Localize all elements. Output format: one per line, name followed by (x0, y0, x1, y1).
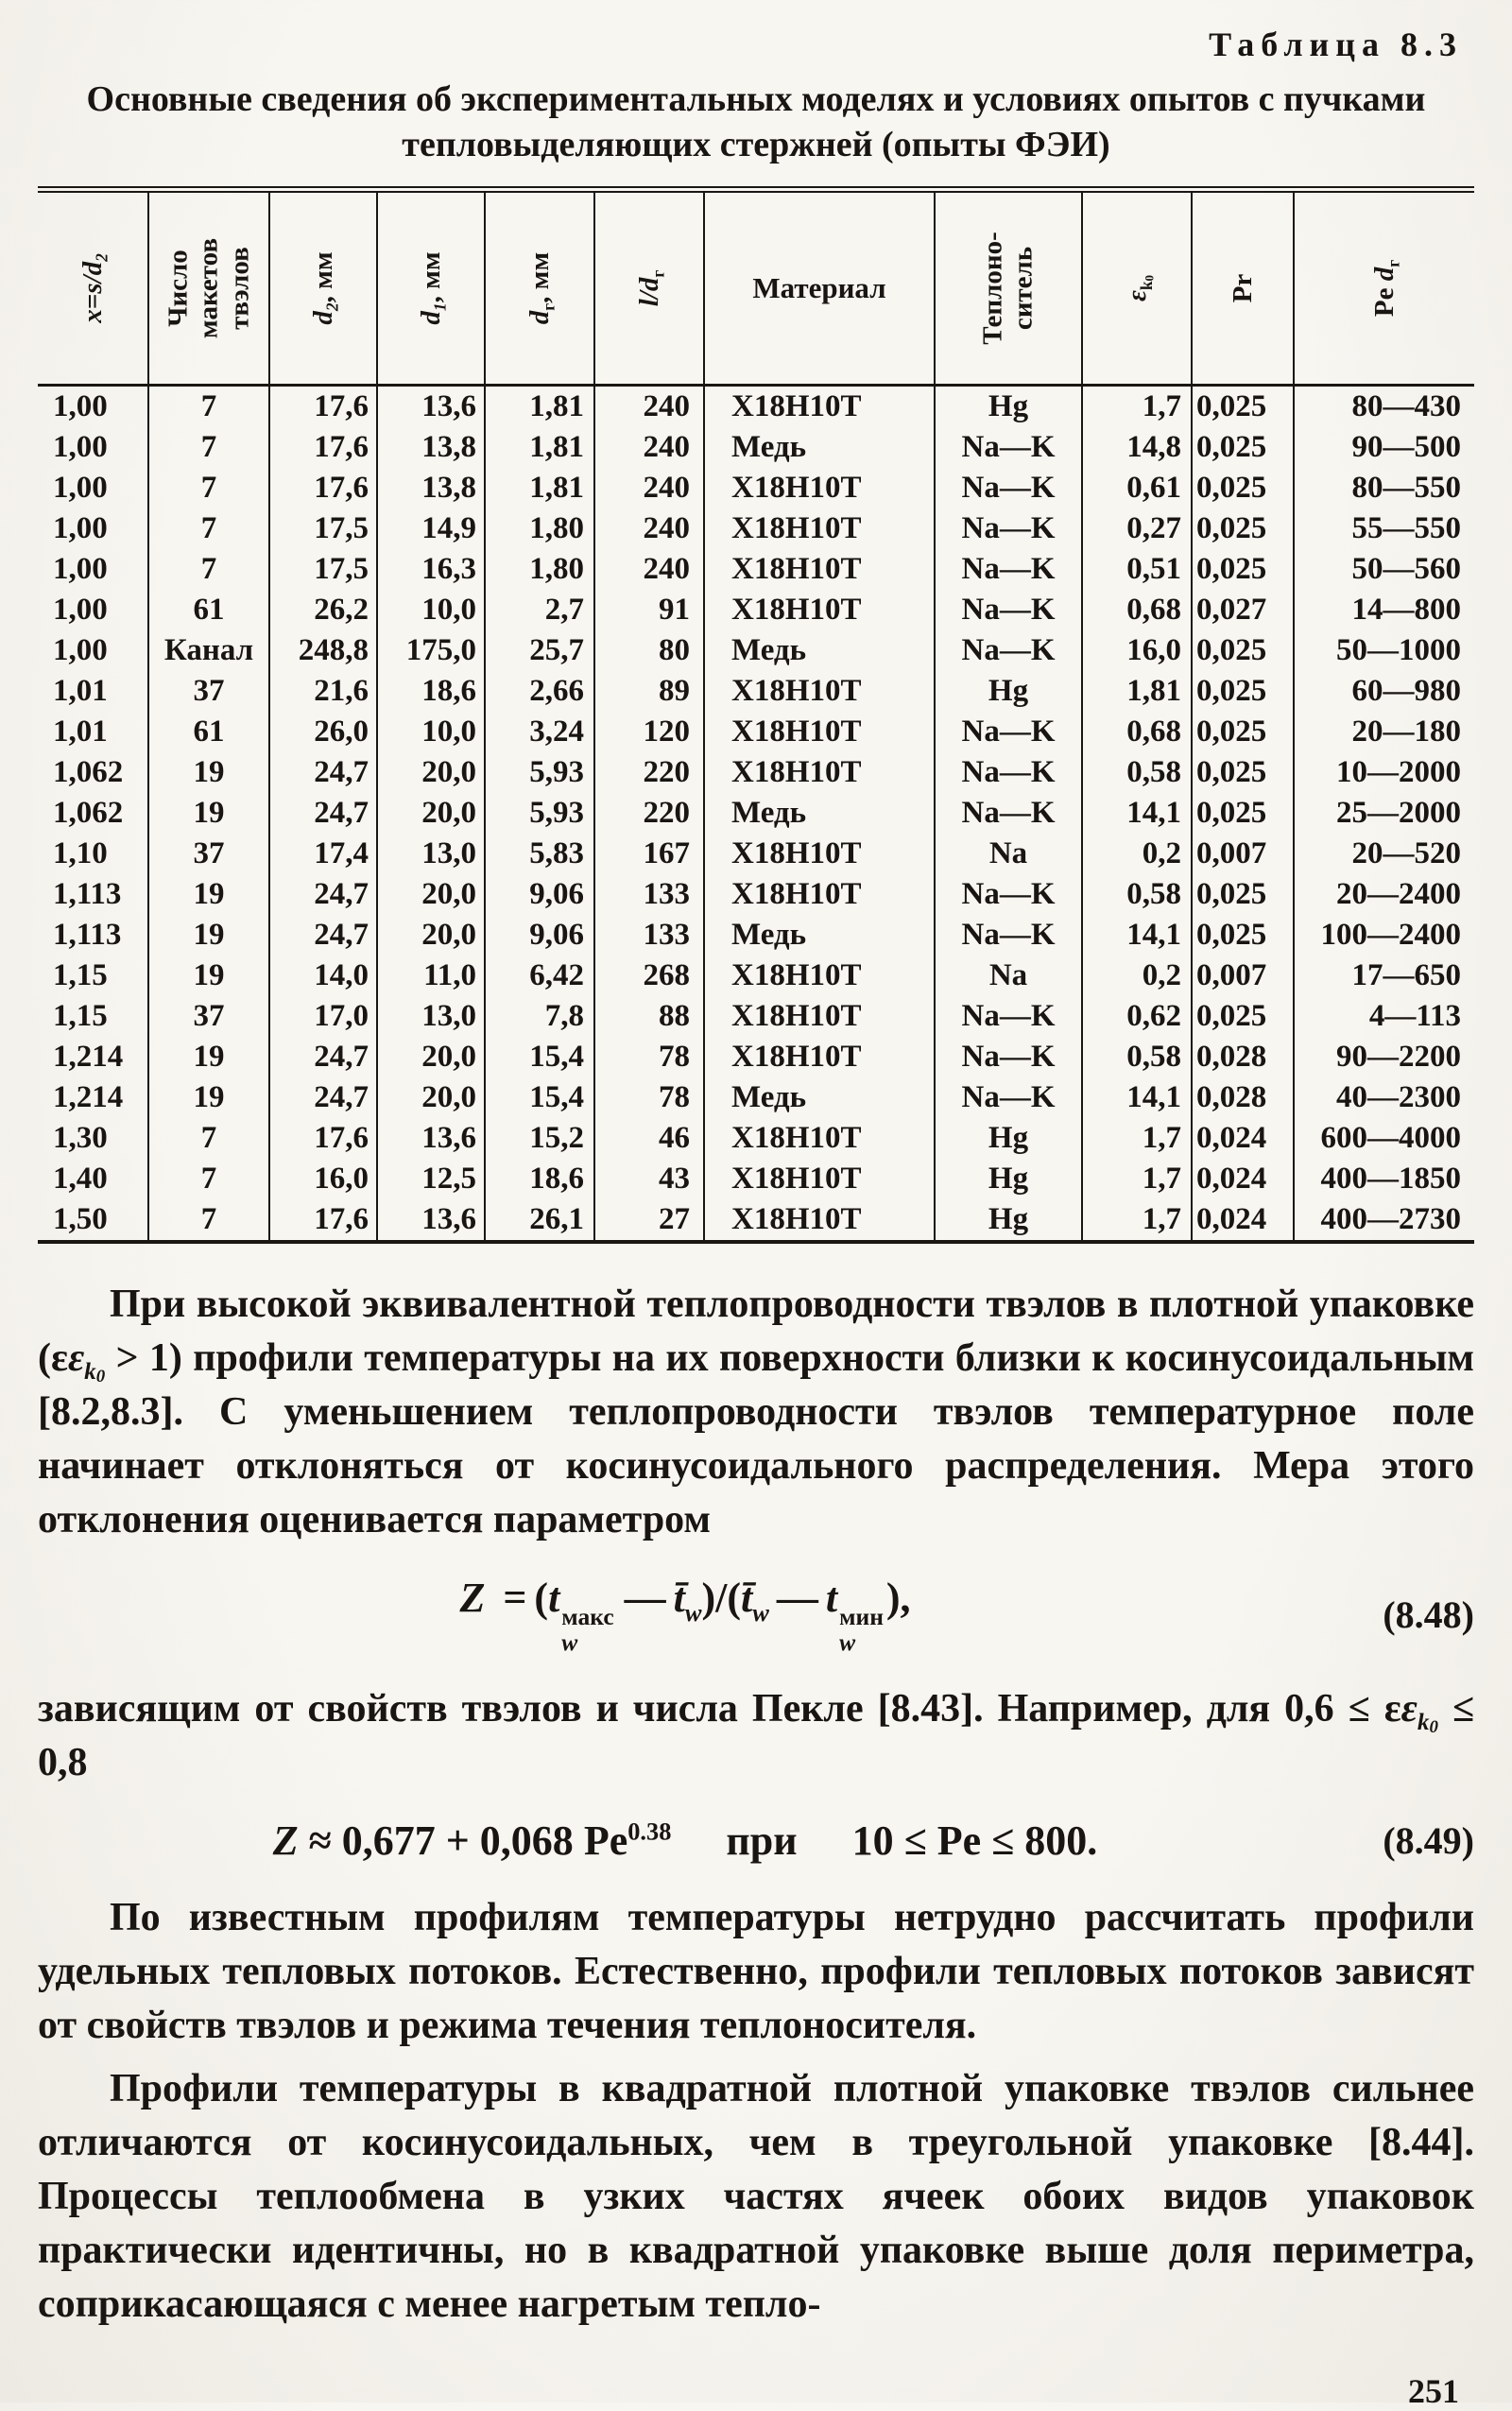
equation-8-49-body: Z ≈ 0,677 + 0,068 $Pe^{0.38}$ при 10 ≤ Pe ≤ 800. (272, 1816, 1098, 1864)
table-cell: 7 (148, 508, 269, 549)
table-cell: 90—2200 (1294, 1037, 1474, 1077)
table-cell: 0,025 (1192, 996, 1294, 1037)
data-table (38, 186, 1474, 1244)
table-cell: 1,00 (53, 471, 108, 505)
col-header-pr: Pr (1192, 190, 1294, 386)
table-cell: 80 (594, 630, 704, 671)
table-cell: 26,0 (269, 712, 377, 752)
table-cell: 78 (594, 1077, 704, 1118)
table-cell: Na—K (935, 468, 1082, 508)
page-number: 251 (1408, 2371, 1459, 2410)
table-cell: 19 (148, 752, 269, 793)
table-cell: 0,58 (1082, 1037, 1192, 1077)
table-cell: 0,27 (1082, 508, 1192, 549)
table-cell: 27 (594, 1199, 704, 1242)
table-cell: 61 (148, 590, 269, 630)
table-cell: 248,8 (269, 630, 377, 671)
table-cell: 167 (594, 834, 704, 874)
table-cell: 9,06 (485, 915, 594, 956)
table-cell: 1,113 (53, 918, 122, 952)
table-cell: 0,028 (1192, 1037, 1294, 1077)
table-cell: Na—K (935, 874, 1082, 915)
table-cell: 2,7 (485, 590, 594, 630)
table-cell: 175,0 (377, 630, 485, 671)
table-cell: 0,025 (1192, 468, 1294, 508)
table-cell: 1,062 (53, 755, 124, 789)
table-cell: 1,81 (485, 427, 594, 468)
table-cell: 0,024 (1192, 1199, 1294, 1242)
table-cell: Х18Н10Т (704, 996, 935, 1037)
table-cell: 18,6 (377, 671, 485, 712)
table-cell: Х18Н10Т (704, 549, 935, 590)
table-cell: 1,113 (53, 877, 122, 911)
equation-8-48-number: (8.48) (1383, 1593, 1474, 1636)
table-cell: 1,00 (53, 552, 108, 586)
table-cell: 0,62 (1082, 996, 1192, 1037)
table-cell: 600—4000 (1294, 1118, 1474, 1159)
table-row (38, 386, 1474, 428)
table-cell: 17,6 (269, 1118, 377, 1159)
table-cell: Канал (148, 630, 269, 671)
table-cell: Х18Н10Т (704, 508, 935, 549)
table-cell: 0,68 (1082, 712, 1192, 752)
table-cell: 40—2300 (1294, 1077, 1474, 1118)
table-cell: 14,1 (1082, 915, 1192, 956)
table-cell: 0,024 (1192, 1118, 1294, 1159)
table-cell: Х18Н10Т (704, 1118, 935, 1159)
table-cell: 24,7 (269, 1077, 377, 1118)
table-row (38, 956, 1474, 996)
table-cell: 19 (148, 874, 269, 915)
table-cell: 7 (148, 427, 269, 468)
table-cell: 16,0 (1082, 630, 1192, 671)
table-cell: 20,0 (377, 1037, 485, 1077)
table-cell: 19 (148, 1077, 269, 1118)
book-page (38, 25, 1474, 2411)
table-cell: 1,50 (53, 1202, 108, 1236)
table-cell: 5,93 (485, 793, 594, 834)
table-cell: 1,40 (53, 1162, 108, 1196)
table-cell: 400—2730 (1294, 1199, 1474, 1242)
table-cell: 18,6 (485, 1159, 594, 1199)
table-cell: 4—113 (1294, 996, 1474, 1037)
col-header-count: Число макетов твэлов (148, 190, 269, 386)
table-cell: 24,7 (269, 915, 377, 956)
table-cell: 24,7 (269, 874, 377, 915)
table-row (38, 793, 1474, 834)
table-cell: 25,7 (485, 630, 594, 671)
table-label: Таблица 8.3 (1209, 26, 1463, 63)
table-cell: Х18Н10Т (704, 671, 935, 712)
table-cell: 80—550 (1294, 468, 1474, 508)
paragraph-1: При высокой эквивалентной теплопроводности твэлов в плотной упаковке $(\varepsilon\varepsilon_{k0} > 1)$ профили температуры на их поверхности близки к косинусоидальным [8.2,8.3]. С уменьшением теплопроводности твэлов температурное поле начинает отклоняться от косинусоидального распределения. Мера этого отклонения оценивается параметром (38, 1283, 1474, 1541)
epsilon-k0-symbol: $\varepsilon_{k0}$ (1400, 1686, 1438, 1737)
table-cell: 15,4 (485, 1037, 594, 1077)
table-cell: 0,025 (1192, 874, 1294, 915)
table-cell: 7 (148, 1159, 269, 1199)
table-cell: 37 (148, 671, 269, 712)
col-header-material: Материал (704, 190, 935, 386)
table-cell: Hg (935, 1159, 1082, 1199)
table-row (38, 549, 1474, 590)
table-cell: Hg (935, 386, 1082, 428)
table-cell: 17,4 (269, 834, 377, 874)
table-cell: 0,027 (1192, 590, 1294, 630)
table-cell: 240 (594, 386, 704, 428)
table-cell: 0,025 (1192, 671, 1294, 712)
table-cell: 14,1 (1082, 793, 1192, 834)
table-cell: 17,5 (269, 508, 377, 549)
table-cell: Na—K (935, 508, 1082, 549)
table-body (38, 386, 1474, 1243)
table-cell: Hg (935, 1199, 1082, 1242)
table-cell: 0,025 (1192, 508, 1294, 549)
table-row (38, 1159, 1474, 1199)
table-cell: 0,2 (1082, 956, 1192, 996)
col-header-x: $x=s/d_2$ (38, 190, 148, 386)
table-cell: 0,025 (1192, 752, 1294, 793)
table-cell: 1,214 (53, 1040, 124, 1074)
table-cell: 13,6 (377, 386, 485, 428)
table-cell: 240 (594, 549, 704, 590)
table-cell: 220 (594, 752, 704, 793)
table-cell: 13,8 (377, 468, 485, 508)
table-cell: 14—800 (1294, 590, 1474, 630)
col-header-d2: $d_2$, мм (269, 190, 377, 386)
table-cell: 0,58 (1082, 752, 1192, 793)
equation-8-49 (38, 1817, 1474, 1865)
table-cell: Х18Н10Т (704, 1037, 935, 1077)
epsilon-k0-symbol: $\varepsilon_{k0}$ (67, 1336, 106, 1387)
table-cell: 91 (594, 590, 704, 630)
table-cell: 240 (594, 427, 704, 468)
table-cell: 0,51 (1082, 549, 1192, 590)
table-cell: 14,9 (377, 508, 485, 549)
table-cell: 240 (594, 468, 704, 508)
table-cell: 1,7 (1082, 1118, 1192, 1159)
table-cell: Na (935, 834, 1082, 874)
table-row (38, 508, 1474, 549)
table-cell: Na—K (935, 549, 1082, 590)
table-cell: 24,7 (269, 793, 377, 834)
table-cell: 13,6 (377, 1118, 485, 1159)
table-row (38, 874, 1474, 915)
table-cell: 0,68 (1082, 590, 1192, 630)
table-cell: 88 (594, 996, 704, 1037)
table-cell: 1,15 (53, 958, 108, 992)
table-cell: Na—K (935, 915, 1082, 956)
table-cell: 0,025 (1192, 915, 1294, 956)
table-cell: Na—K (935, 996, 1082, 1037)
table-cell: 13,0 (377, 834, 485, 874)
col-header-eps: $\varepsilon_{k0}$ (1082, 190, 1192, 386)
table-cell: 14,0 (269, 956, 377, 996)
table-cell: 26,2 (269, 590, 377, 630)
table-cell: 15,4 (485, 1077, 594, 1118)
table-cell: 7 (148, 549, 269, 590)
table-cell: 1,80 (485, 549, 594, 590)
table-cell: 120 (594, 712, 704, 752)
table-row (38, 996, 1474, 1037)
table-cell: Na—K (935, 590, 1082, 630)
table-row (38, 590, 1474, 630)
table-cell: Na—K (935, 1037, 1082, 1077)
table-cell: 50—1000 (1294, 630, 1474, 671)
table-cell: 21,6 (269, 671, 377, 712)
table-cell: 1,00 (53, 389, 108, 423)
table-cell: 133 (594, 915, 704, 956)
table-cell: 1,00 (53, 511, 108, 545)
table-cell: 400—1850 (1294, 1159, 1474, 1199)
paragraph-4: Профили температуры в квадратной плотной упаковке твэлов сильнее отличаются от косинусоидальных, чем в треугольной упаковке [8.44]. Процессы теплообмена в узких частях ячеек обоих видов упаковок практически идентичны, но в квадратной упаковке выше доля периметра, соприкасающаяся с менее нагретым тепло- (38, 2066, 1474, 2326)
table-row (38, 1118, 1474, 1159)
table-cell: 37 (148, 996, 269, 1037)
table-cell: Х18Н10Т (704, 590, 935, 630)
table-row (38, 468, 1474, 508)
table-cell: 7 (148, 1199, 269, 1242)
table-cell: 37 (148, 834, 269, 874)
table-cell: 5,93 (485, 752, 594, 793)
table-cell: 20—2400 (1294, 874, 1474, 915)
table-cell: 20,0 (377, 874, 485, 915)
table-cell: 0,61 (1082, 468, 1192, 508)
table-cell: Na—K (935, 712, 1082, 752)
table-cell: 17,6 (269, 386, 377, 428)
table-cell: 1,7 (1082, 386, 1192, 428)
paragraph-2: зависящим от свойств твэлов и числа Пекле [8.43]. Например, для $0,6 \le \varepsilon\varepsilon_{k0} \le 0,8$ (38, 1686, 1474, 1784)
table-cell: 17,6 (269, 1199, 377, 1242)
table-cell: Медь (704, 793, 935, 834)
table-cell: 7,8 (485, 996, 594, 1037)
table-cell: 19 (148, 915, 269, 956)
table-cell: 19 (148, 793, 269, 834)
table-cell: 19 (148, 1037, 269, 1077)
table-row (38, 630, 1474, 671)
table-cell: Х18Н10Т (704, 1159, 935, 1199)
table-cell: Медь (704, 630, 935, 671)
table-cell: Х18Н10Т (704, 956, 935, 996)
equation-8-48-body: Z = (t макс w — $t̄_w)/(t̄_w$ — t мин w ), (459, 1575, 911, 1656)
table-cell: 17,6 (269, 427, 377, 468)
table-cell: 100—2400 (1294, 915, 1474, 956)
table-cell: 80—430 (1294, 386, 1474, 428)
table-cell: 12,5 (377, 1159, 485, 1199)
table-cell: Hg (935, 671, 1082, 712)
table-cell: Х18Н10Т (704, 386, 935, 428)
table-cell: 1,81 (1082, 671, 1192, 712)
table-head (38, 190, 1474, 386)
table-cell: 10—2000 (1294, 752, 1474, 793)
table-cell: 1,81 (485, 386, 594, 428)
table-cell: 61 (148, 712, 269, 752)
table-cell: 13,6 (377, 1199, 485, 1242)
table-cell: 19 (148, 956, 269, 996)
col-header-l-dg: $l/d_г$ (594, 190, 704, 386)
table-cell: 24,7 (269, 752, 377, 793)
table-cell: Х18Н10Т (704, 712, 935, 752)
table-cell: 20—180 (1294, 712, 1474, 752)
table-cell: 17—650 (1294, 956, 1474, 996)
table-cell: Х18Н10Т (704, 752, 935, 793)
table-cell: 1,10 (53, 836, 108, 870)
table-row (38, 915, 1474, 956)
table-cell: 7 (148, 386, 269, 428)
table-row (38, 1037, 1474, 1077)
table-cell: 0,007 (1192, 834, 1294, 874)
table-cell: 0,2 (1082, 834, 1192, 874)
equation-8-48 (38, 1574, 1474, 1656)
table-cell: 60—980 (1294, 671, 1474, 712)
table-cell: 1,15 (53, 999, 108, 1033)
table-header-row (38, 190, 1474, 386)
table-cell: 20,0 (377, 915, 485, 956)
table-row (38, 671, 1474, 712)
table-cell: 1,7 (1082, 1159, 1192, 1199)
table-cell: 17,6 (269, 468, 377, 508)
col-header-coolant: Теплоно-ситель (935, 190, 1082, 386)
table-cell: Na—K (935, 1077, 1082, 1118)
table-cell: 14,1 (1082, 1077, 1192, 1118)
table-cell: 0,025 (1192, 630, 1294, 671)
table-cell: Na—K (935, 630, 1082, 671)
table-cell: 1,30 (53, 1121, 108, 1155)
table-cell: 89 (594, 671, 704, 712)
table-cell: 1,00 (53, 430, 108, 464)
table-cell: 133 (594, 874, 704, 915)
table-cell: Х18Н10Т (704, 874, 935, 915)
table-cell: 1,00 (53, 593, 108, 627)
table-cell: Na—K (935, 427, 1082, 468)
table-cell: Медь (704, 915, 935, 956)
table-cell: 2,66 (485, 671, 594, 712)
table-cell: 0,028 (1192, 1077, 1294, 1118)
table-cell: 15,2 (485, 1118, 594, 1159)
table-cell: 1,00 (53, 633, 108, 667)
table-cell: 0,025 (1192, 712, 1294, 752)
table-cell: 10,0 (377, 712, 485, 752)
table-cell: 50—560 (1294, 549, 1474, 590)
table-cell: Na—K (935, 752, 1082, 793)
paragraph-3: По известным профилям температуры нетрудно рассчитать профили удельных тепловых потоков. Естественно, профили тепловых потоков зависят от свойств твэлов и режима течения теплоносителя. (38, 1895, 1474, 2047)
table-cell: 7 (148, 1118, 269, 1159)
table-cell: 7 (148, 468, 269, 508)
table-cell: 14,8 (1082, 427, 1192, 468)
col-header-d1: $d_1$, мм (377, 190, 485, 386)
table-cell: Х18Н10Т (704, 468, 935, 508)
table-cell: 220 (594, 793, 704, 834)
table-cell: 0,024 (1192, 1159, 1294, 1199)
table-cell: 1,01 (53, 715, 108, 749)
table-cell: 1,81 (485, 468, 594, 508)
table-cell: 0,58 (1082, 874, 1192, 915)
table-cell: 55—550 (1294, 508, 1474, 549)
table-row (38, 427, 1474, 468)
table-cell: 43 (594, 1159, 704, 1199)
table-cell: 1,214 (53, 1080, 124, 1114)
table-row (38, 1077, 1474, 1118)
table-cell: 46 (594, 1118, 704, 1159)
table-cell: Hg (935, 1118, 1082, 1159)
table-cell: Х18Н10Т (704, 834, 935, 874)
table-cell: 16,0 (269, 1159, 377, 1199)
table-cell: 6,42 (485, 956, 594, 996)
table-row (38, 752, 1474, 793)
table-cell: 26,1 (485, 1199, 594, 1242)
table-cell: 13,8 (377, 427, 485, 468)
table-cell: Медь (704, 1077, 935, 1118)
table-cell: 240 (594, 508, 704, 549)
table-cell: 16,3 (377, 549, 485, 590)
table-cell: 0,007 (1192, 956, 1294, 996)
table-cell: 10,0 (377, 590, 485, 630)
table-cell: 17,5 (269, 549, 377, 590)
col-header-dg: $d_г$, мм (485, 190, 594, 386)
table-caption: Основные сведения об экспериментальных моделях и условиях опытов с пучками тепловыделяющих стержней (опыты ФЭИ) (86, 79, 1426, 164)
table-cell: 3,24 (485, 712, 594, 752)
table-cell: Na (935, 956, 1082, 996)
table-cell: 17,0 (269, 996, 377, 1037)
table-cell: 90—500 (1294, 427, 1474, 468)
table-cell: 1,062 (53, 796, 124, 830)
table-cell: 11,0 (377, 956, 485, 996)
table-cell: 24,7 (269, 1037, 377, 1077)
table-cell: 25—2000 (1294, 793, 1474, 834)
col-header-pe-dg: Pe $d_г$ (1294, 190, 1474, 386)
table-cell: 5,83 (485, 834, 594, 874)
table-cell: Медь (704, 427, 935, 468)
table-row (38, 834, 1474, 874)
table-cell: 20,0 (377, 1077, 485, 1118)
table-cell: 20—520 (1294, 834, 1474, 874)
table-cell: 78 (594, 1037, 704, 1077)
table-cell: 1,01 (53, 674, 108, 708)
equation-8-49-number: (8.49) (1383, 1818, 1474, 1862)
table-cell: 20,0 (377, 752, 485, 793)
table-cell: 0,025 (1192, 386, 1294, 428)
table-cell: 268 (594, 956, 704, 996)
table-cell: 0,025 (1192, 427, 1294, 468)
table-cell: 13,0 (377, 996, 485, 1037)
table-cell: Na—K (935, 793, 1082, 834)
table-cell: 1,80 (485, 508, 594, 549)
table-cell: 9,06 (485, 874, 594, 915)
table-cell: 1,7 (1082, 1199, 1192, 1242)
table-cell: 0,025 (1192, 549, 1294, 590)
table-row (38, 1199, 1474, 1242)
table-row (38, 712, 1474, 752)
table-cell: 0,025 (1192, 793, 1294, 834)
table-cell: Х18Н10Т (704, 1199, 935, 1242)
table-cell: 20,0 (377, 793, 485, 834)
